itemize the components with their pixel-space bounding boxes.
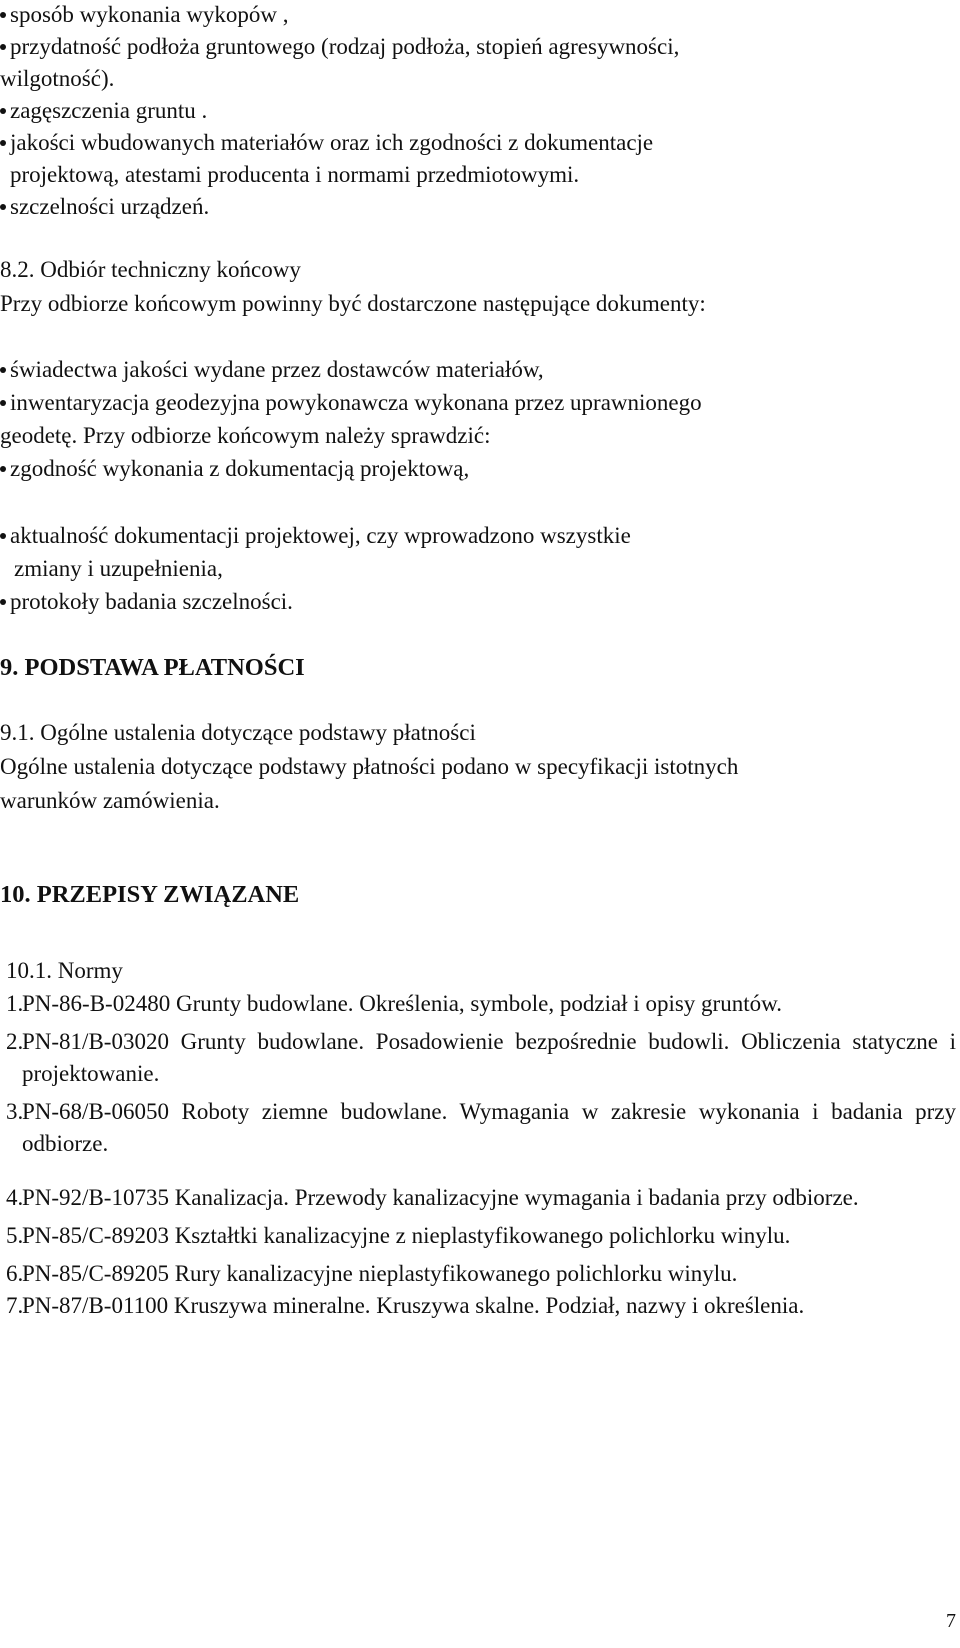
page-number: 7 (946, 1610, 956, 1632)
bullet-item-continuation: zmiany i uzupełnienia, (14, 556, 223, 581)
bullet-item: szczelności urządzeń. (0, 192, 209, 222)
bullet-item: zgodność wykonania z dokumentacją projektową, (0, 454, 469, 484)
bullet-item-continuation: projektową, atestami producenta i normami przedmiotowymi. (10, 162, 580, 187)
norm-text: PN-92/B-10735 Kanalizacja. Przewody kanalizacyjne wymagania i badania przy odbiorze. (22, 1185, 859, 1210)
bullet-item: przydatność podłoża gruntowego (rodzaj podłoża, stopień agresywności, (0, 32, 679, 62)
paragraph-text: Ogólne ustalenia dotyczące podstawy płatności podano w specyfikacji istotnych (0, 754, 739, 779)
bullet-item: jakości wbudowanych materiałów oraz ich zgodności z dokumentacje (0, 128, 653, 158)
norm-number: 4. (6, 1185, 24, 1210)
bullet-item: protokoły badania szczelności. (0, 587, 293, 617)
norm-text: PN-87/B-01100 Kruszywa mineralne. Kruszywa skalne. Podział, nazwy i określenia. (22, 1293, 805, 1318)
bullet-item: zagęszczenia gruntu . (0, 96, 207, 126)
norm-text: PN-81/B-03020 Grunty budowlane. Posadowienie bezpośrednie budowli. Obliczenia statyczne i projektowanie. (22, 1029, 956, 1086)
norms-list (6, 988, 956, 1322)
subsection-heading-10-1: 10.1. Normy (6, 958, 123, 983)
section-heading-8-2: 8.2. Odbiór techniczny końcowy (0, 257, 301, 282)
bullet-item: aktualność dokumentacji projektowej, czy wprowadzono wszystkie (0, 521, 631, 551)
norm-number: 3. (6, 1099, 24, 1124)
bullet-item: sposób wykonania wykopów , (0, 0, 289, 30)
norm-item (6, 1258, 956, 1290)
section-intro: Przy odbiorze końcowym powinny być dostarczone następujące dokumenty: (0, 291, 706, 316)
norm-number: 6. (6, 1261, 24, 1286)
subsection-heading-9-1: 9.1. Ogólne ustalenia dotyczące podstawy płatności (0, 720, 476, 745)
norm-item (6, 1096, 956, 1160)
section-heading-10: 10. PRZEPISY ZWIĄZANE (0, 881, 300, 908)
bullet-item-continuation: wilgotność). (0, 66, 115, 91)
paragraph-continuation: geodetę. Przy odbiorze końcowym należy sprawdzić: (0, 423, 491, 448)
norm-item (6, 1290, 956, 1322)
norm-number: 2. (6, 1029, 24, 1054)
norm-item (6, 988, 956, 1020)
norm-number: 7. (6, 1293, 24, 1318)
norm-text: PN-85/C-89205 Rury kanalizacyjne nieplastyfikowanego polichlorku winylu. (22, 1261, 738, 1286)
section-heading-9: 9. PODSTAWA PŁATNOŚCI (0, 654, 305, 681)
norm-number: 1. (6, 991, 24, 1016)
norm-item (6, 1220, 956, 1252)
paragraph-text: warunków zamówienia. (0, 788, 220, 813)
norm-text: PN-68/B-06050 Roboty ziemne budowlane. Wymagania w zakresie wykonania i badania przy odbiorze. (22, 1099, 956, 1156)
norm-item (6, 1026, 956, 1090)
norm-text: PN-85/C-89203 Kształtki kanalizacyjne z nieplastyfikowanego polichlorku winylu. (22, 1223, 791, 1248)
bullet-item: inwentaryzacja geodezyjna powykonawcza wykonana przez uprawnionego (0, 388, 702, 418)
bullet-item: świadectwa jakości wydane przez dostawców materiałów, (0, 355, 544, 385)
norm-number: 5. (6, 1223, 24, 1248)
norm-text: PN-86-B-02480 Grunty budowlane. Określenia, symbole, podział i opisy gruntów. (22, 991, 782, 1016)
norm-item (6, 1182, 956, 1214)
